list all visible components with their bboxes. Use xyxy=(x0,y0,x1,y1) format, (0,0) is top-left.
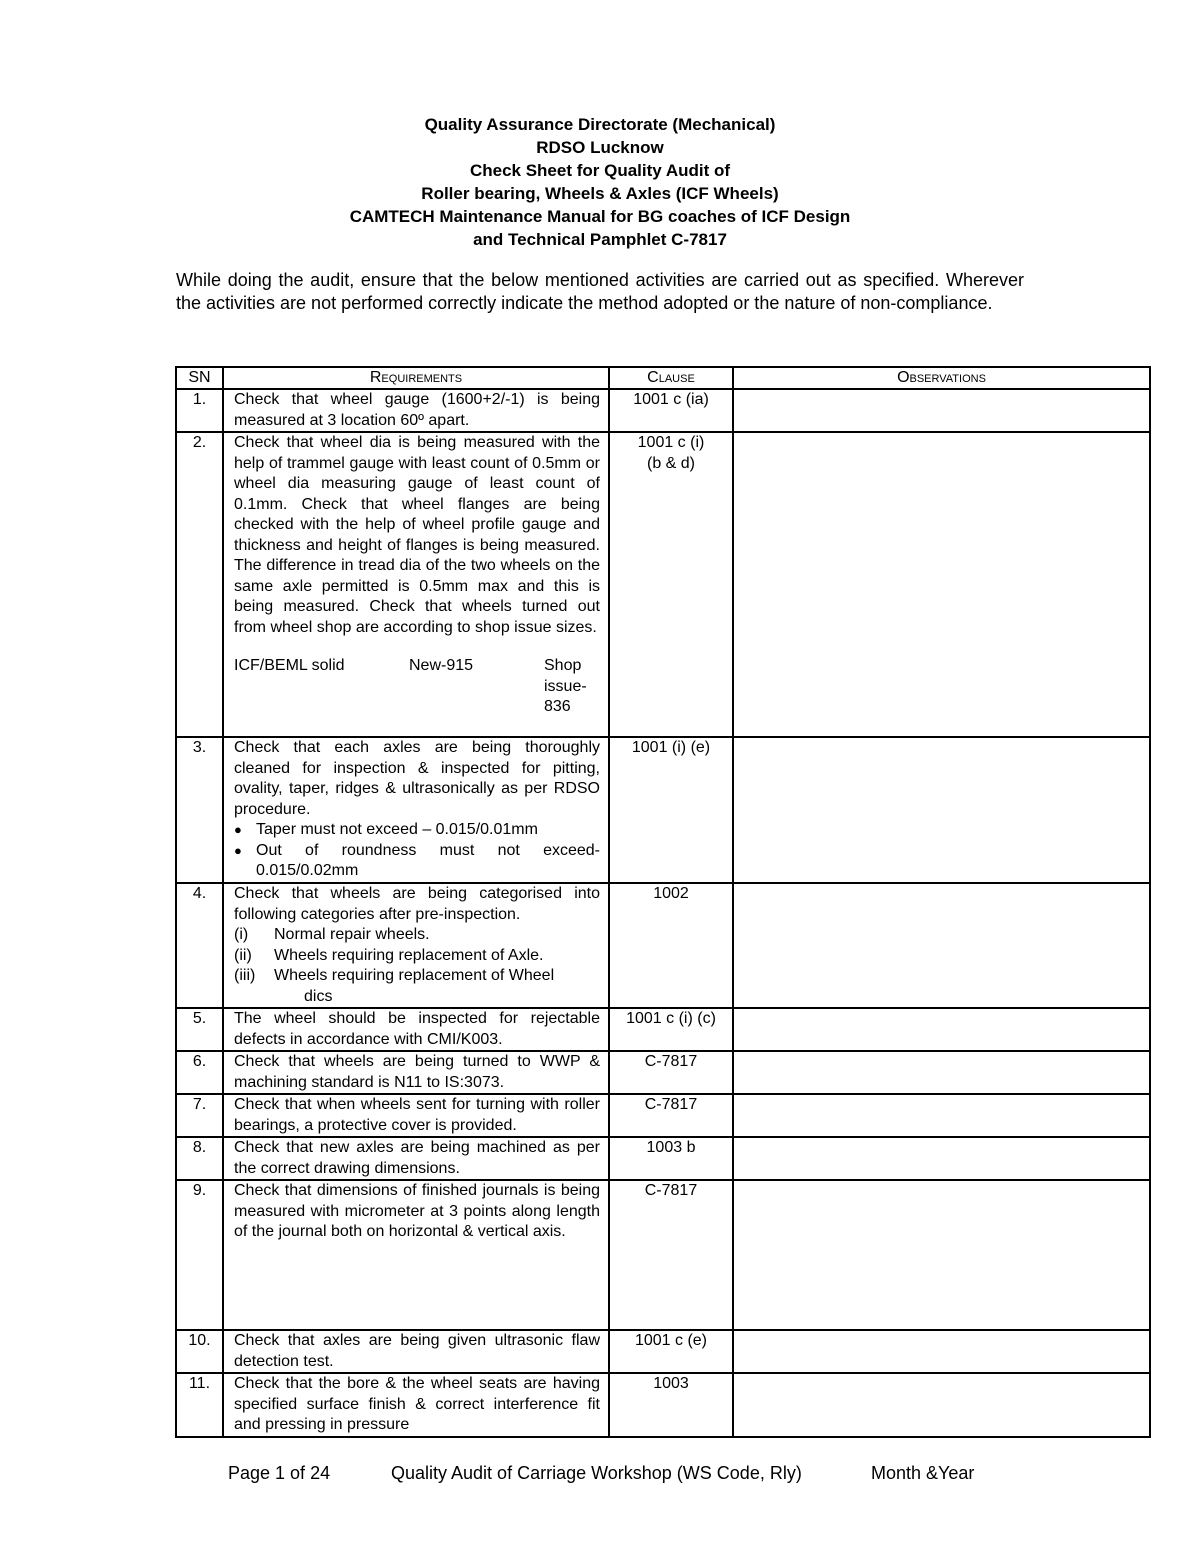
category-text: Wheels requiring replacement of Axle. xyxy=(274,946,544,964)
row-observation[interactable] xyxy=(733,1008,1150,1051)
table-row xyxy=(176,389,1150,432)
category-number: (iii) xyxy=(234,967,256,984)
row-requirement: Check that wheel gauge (1600+2/-1) is being measured at 3 location 60º apart. xyxy=(223,389,609,432)
shop-issue-sizes xyxy=(234,656,600,718)
table-header-row xyxy=(176,367,1150,389)
row-clause: 1001 (i) (e) xyxy=(609,737,733,883)
title-line-3: Check Sheet for Quality Audit of xyxy=(469,161,731,180)
row-requirement: Check that axles are being given ultrasonic flaw detection test. xyxy=(223,1330,609,1373)
row-sn: 8. xyxy=(176,1137,223,1180)
bullet-item: ● Out of roundness must not exceed-0.015/0.02mm xyxy=(234,841,600,882)
row-sn: 11. xyxy=(176,1373,223,1437)
row-sn: 9. xyxy=(176,1180,223,1330)
row-observation[interactable] xyxy=(733,432,1150,737)
row-clause: C-7817 xyxy=(609,1051,733,1094)
row-clause: 1003 xyxy=(609,1373,733,1437)
row-observation[interactable] xyxy=(733,1373,1150,1437)
table-row xyxy=(176,1373,1150,1437)
category-text: Wheels requiring replacement of Wheel xyxy=(274,967,555,984)
table-row xyxy=(176,1008,1150,1051)
row-observation[interactable] xyxy=(733,1180,1150,1330)
row-requirement: The wheel should be inspected for rejectable defects in accordance with CMI/K003. xyxy=(223,1008,609,1051)
row-observation[interactable] xyxy=(733,1137,1150,1180)
table-row xyxy=(176,737,1150,883)
row-clause: 1001 c (e) xyxy=(609,1330,733,1373)
intro-paragraph: While doing the audit, ensure that the below mentioned activities are carried out as specified. Wherever the activities are not performed correctly indicate the method adopted or the nature of non-compliance. xyxy=(176,270,1024,313)
category-number: (i) xyxy=(234,926,249,943)
clause-line-1: 1001 c (i) xyxy=(637,434,705,451)
clause-line-2: (b & d) xyxy=(646,454,695,472)
document-title xyxy=(175,113,1025,251)
header-clause: Clause xyxy=(609,367,733,389)
audit-checklist-table xyxy=(175,366,1151,1438)
row-clause: 1001 c (i) (c) xyxy=(609,1008,733,1051)
row-clause: 1002 xyxy=(609,883,733,1008)
table-row xyxy=(176,1137,1150,1180)
table-row xyxy=(176,432,1150,737)
size-wheel-type: ICF/BEML solid xyxy=(234,657,345,674)
category-item xyxy=(234,966,600,987)
table-row xyxy=(176,1180,1150,1330)
row-requirement: Check that new axles are being machined as per the correct drawing dimensions. xyxy=(223,1137,609,1180)
row-clause: 1001 c (ia) xyxy=(609,389,733,432)
row-sn: 10. xyxy=(176,1330,223,1373)
category-item xyxy=(234,946,600,967)
requirement-text: Check that wheel dia is being measured with the help of trammel gauge with least count of 0.5mm or wheel dia measuring gauge of least count of 0.1mm. Check that wheel flanges are being checked with the help of wheel profile gauge and thickness and height of flanges is being measured. The difference in tread dia of the two wheels on the same axle permitted is 0.5mm max and this is being measured. Check that wheels turned out from wheel shop are according to shop issue sizes. xyxy=(234,434,600,636)
table-row xyxy=(176,883,1150,1008)
requirement-text: Check that each axles are being thoroughly cleaned for inspection & inspected for pitting, ovality, taper, ridges & ultrasonically as per RDSO procedure. xyxy=(234,739,600,818)
row-observation[interactable] xyxy=(733,883,1150,1008)
row-sn: 2. xyxy=(176,432,223,737)
row-requirement: Check that when wheels sent for turning with roller bearings, a protective cover is provided. xyxy=(223,1094,609,1137)
row-observation[interactable] xyxy=(733,1051,1150,1094)
footer-document-name: Quality Audit of Carriage Workshop (WS Code, Rly) xyxy=(391,1463,802,1483)
row-requirement: Check that wheels are being turned to WWP & machining standard is N11 to IS:3073. xyxy=(223,1051,609,1094)
table-row xyxy=(176,1051,1150,1094)
requirement-text: Check that wheels are being categorised into following categories after pre-inspection. xyxy=(234,885,600,923)
category-text: Normal repair wheels. xyxy=(274,926,430,943)
category-continuation: dics xyxy=(304,987,333,1005)
row-requirement: Check that dimensions of finished journals is being measured with micrometer at 3 points along length of the journal both on horizontal & vertical axis. xyxy=(223,1180,609,1330)
requirement-bullets xyxy=(234,820,600,882)
footer-page-number: Page 1 of 24 xyxy=(228,1463,331,1483)
row-clause: C-7817 xyxy=(609,1094,733,1137)
title-line-4: Roller bearing, Wheels & Axles (ICF Wheels) xyxy=(421,184,779,203)
row-sn: 7. xyxy=(176,1094,223,1137)
row-requirement xyxy=(223,737,609,883)
size-shop-issue: Shop issue-836 xyxy=(544,657,587,715)
row-observation[interactable] xyxy=(733,1094,1150,1137)
row-clause xyxy=(609,432,733,737)
title-line-1: Quality Assurance Directorate (Mechanical) xyxy=(424,115,776,134)
footer-date: Month &Year xyxy=(871,1463,975,1483)
table-row xyxy=(176,1094,1150,1137)
size-new: New-915 xyxy=(409,657,474,674)
row-observation[interactable] xyxy=(733,1330,1150,1373)
row-clause: 1003 b xyxy=(609,1137,733,1180)
row-sn: 3. xyxy=(176,737,223,883)
title-line-2: RDSO Lucknow xyxy=(536,138,664,157)
row-observation[interactable] xyxy=(733,389,1150,432)
page-footer xyxy=(0,1463,1200,1487)
row-requirement xyxy=(223,432,609,737)
row-sn: 6. xyxy=(176,1051,223,1094)
row-sn: 5. xyxy=(176,1008,223,1051)
row-clause: C-7817 xyxy=(609,1180,733,1330)
category-number: (ii) xyxy=(234,946,252,964)
row-sn: 4. xyxy=(176,883,223,1008)
title-line-5: CAMTECH Maintenance Manual for BG coaches of ICF Design xyxy=(349,207,851,226)
title-line-6: and Technical Pamphlet C-7817 xyxy=(473,230,727,249)
header-sn: SN xyxy=(176,367,223,389)
table-row xyxy=(176,1330,1150,1373)
header-requirements: Requirements xyxy=(223,367,609,389)
row-requirement xyxy=(223,883,609,1008)
header-observations: Observations xyxy=(733,367,1150,389)
bullet-item: ● Taper must not exceed – 0.015/0.01mm xyxy=(234,820,600,841)
row-sn: 1. xyxy=(176,389,223,432)
row-observation[interactable] xyxy=(733,737,1150,883)
category-item xyxy=(234,925,600,946)
row-requirement: Check that the bore & the wheel seats are having specified surface finish & correct interference fit and pressing in pressure xyxy=(223,1373,609,1437)
